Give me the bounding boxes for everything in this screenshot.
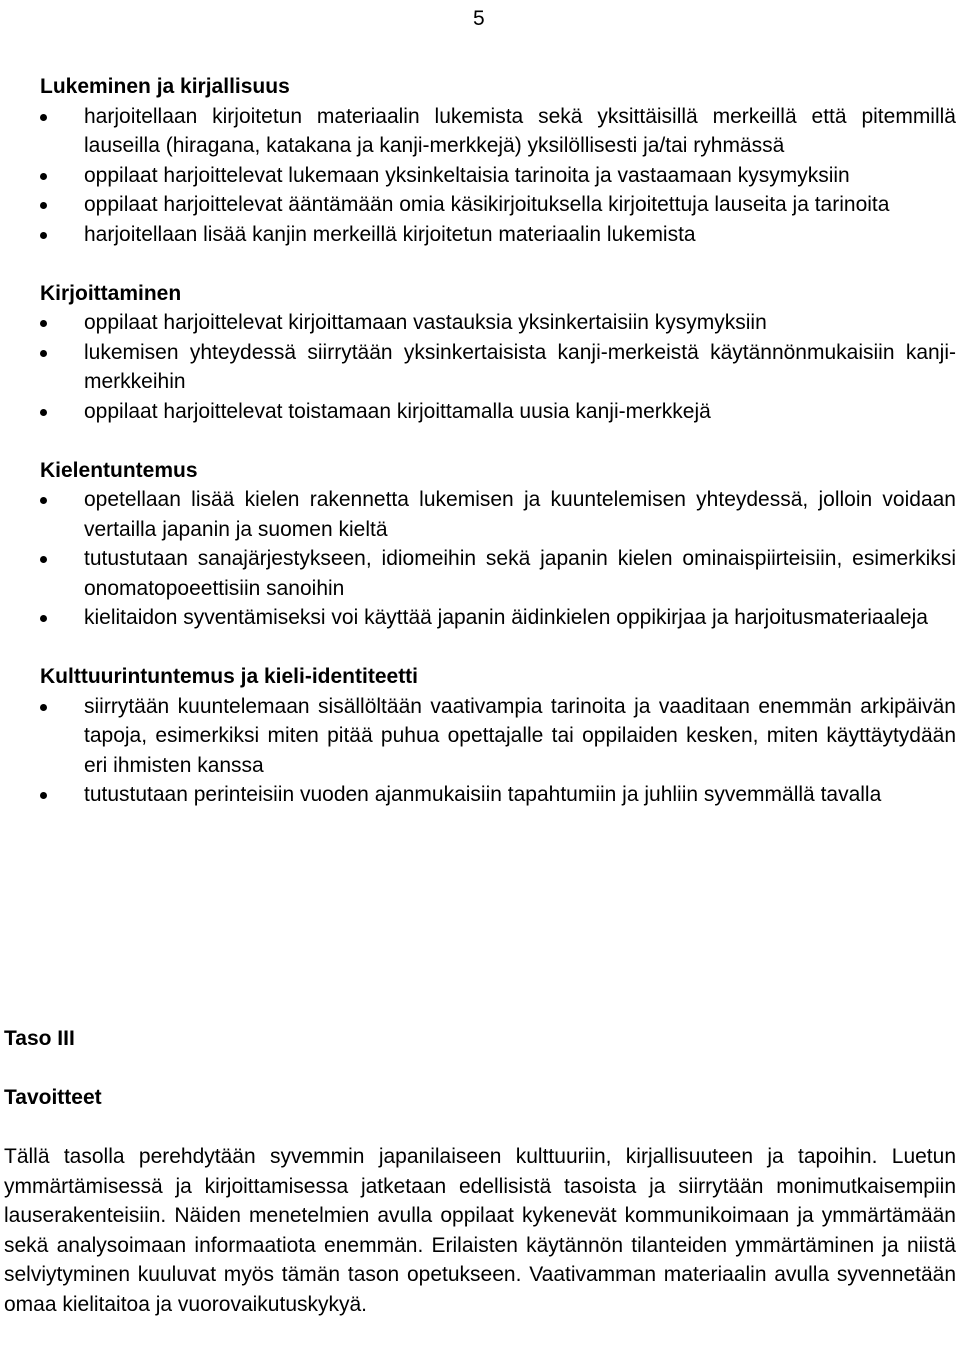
bullet-icon bbox=[40, 320, 47, 327]
list-item: kielitaidon syventämiseksi voi käyttää japanin äidinkielen oppikirjaa ja harjoitusmateriaaleja bbox=[40, 603, 956, 633]
list-item: tutustutaan perinteisiin vuoden ajanmukaisiin tapahtumiin ja juhliin syvemmällä tavalla bbox=[40, 780, 956, 810]
bullet-icon bbox=[40, 792, 47, 799]
bullet-list bbox=[40, 485, 956, 633]
section-language-knowledge bbox=[40, 456, 956, 633]
level-section bbox=[4, 1024, 956, 1319]
bullet-icon bbox=[40, 202, 47, 209]
bullet-list bbox=[40, 102, 956, 250]
list-item: oppilaat harjoittelevat kirjoittamaan vastauksia yksinkertaisiin kysymyksiin bbox=[40, 308, 956, 338]
bullet-icon bbox=[40, 497, 47, 504]
list-item: harjoitellaan lisää kanjin merkeillä kirjoitetun materiaalin lukemista bbox=[40, 220, 956, 250]
goals-heading: Tavoitteet bbox=[4, 1086, 102, 1109]
bullet-icon bbox=[40, 556, 47, 563]
list-item: oppilaat harjoittelevat toistamaan kirjoittamalla uusia kanji-merkkejä bbox=[40, 397, 956, 427]
page-number: 5 bbox=[473, 7, 485, 30]
bullet-list bbox=[40, 692, 956, 810]
section-culture bbox=[40, 662, 956, 810]
section-title: Kulttuurintuntemus ja kieli-identiteetti bbox=[40, 665, 419, 688]
goals-paragraph: Tällä tasolla perehdytään syvemmin japanilaiseen kulttuuriin, kirjallisuuteen ja tapoihin. Luetun ymmärtämisessä ja kirjoittamisessa jatketaan edellisistä tasoista ja siirrytään monimutkaisempiin lauserakenteisiin. Näiden menetelmien avulla oppilaat kykenevät kommunikoimaan ja ymmärtämään sekä analysoimaan informaatiota enemmän. Erilaisten käytännön tilanteiden ymmärtäminen ja niistä selviytyminen kuuluvat myös tämän tason opetukseen. Vaativamman materiaalin avulla syvennetään omaa kielitaitoa ja vuorovaikutuskykyä. bbox=[4, 1145, 956, 1316]
document-body bbox=[40, 72, 956, 810]
section-title: Kielentuntemus bbox=[40, 458, 198, 482]
list-item: lukemisen yhteydessä siirrytään yksinkertaisista kanji-merkeistä käytännönmukaisiin kanji-merkkeihin bbox=[40, 338, 956, 397]
bullet-icon bbox=[40, 173, 47, 180]
bullet-icon bbox=[40, 350, 47, 357]
bullet-icon bbox=[40, 409, 47, 416]
list-item: siirrytään kuuntelemaan sisällöltään vaativampia tarinoita ja vaaditaan enemmän arkipäivän tapoja, esimerkiksi miten pitää puhua opettajalle tai oppilaiden kesken, miten käyttäytydään eri ihmisten kanssa bbox=[40, 692, 956, 781]
section-title: Kirjoittaminen bbox=[40, 281, 182, 305]
bullet-icon bbox=[40, 615, 47, 622]
bullet-icon bbox=[40, 114, 47, 121]
bullet-icon bbox=[40, 704, 47, 711]
list-item: tutustutaan sanajärjestykseen, idiomeihin sekä japanin kielen ominaispiirteisiin, esimerkiksi onomatopoeettisiin sanoihin bbox=[40, 544, 956, 603]
section-writing bbox=[40, 279, 956, 427]
list-item: oppilaat harjoittelevat lukemaan yksinkeltaisia tarinoita ja vastaamaan kysymyksiin bbox=[40, 161, 956, 191]
list-item: harjoitellaan kirjoitetun materiaalin lukemista sekä yksittäisillä merkeillä että pitemmillä lauseilla (hiragana, katakana ja kanji-merkkejä) yksilöllisesti ja/tai ryhmässä bbox=[40, 102, 956, 161]
level-heading: Taso III bbox=[4, 1027, 75, 1050]
section-reading bbox=[40, 72, 956, 249]
bullet-icon bbox=[40, 232, 47, 239]
list-item: oppilaat harjoittelevat ääntämään omia käsikirjoituksella kirjoitettuja lauseita ja tarinoita bbox=[40, 190, 956, 220]
bullet-list bbox=[40, 308, 956, 426]
list-item: opetellaan lisää kielen rakennetta lukemisen ja kuuntelemisen yhteydessä, jolloin voidaan vertailla japanin ja suomen kieltä bbox=[40, 485, 956, 544]
section-title: Lukeminen ja kirjallisuus bbox=[40, 75, 290, 98]
